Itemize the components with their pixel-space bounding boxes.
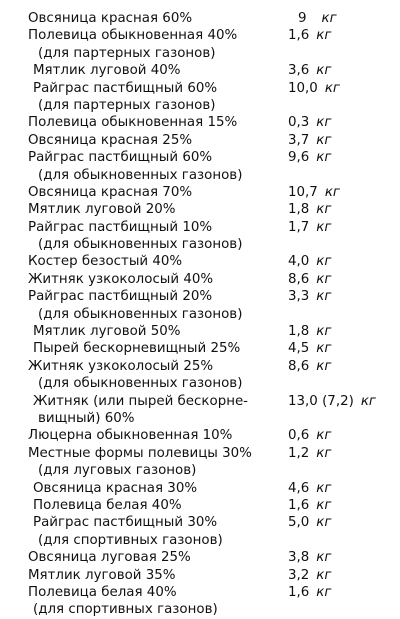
quantity-unit: кг <box>316 358 332 374</box>
list-item <box>0 10 400 27</box>
mixture-component: Мятлик луговой 50% <box>33 324 181 340</box>
quantity-value: 8,6 <box>288 358 310 374</box>
list-item <box>0 288 400 305</box>
quantity-unit: кг <box>316 480 332 496</box>
quantity-unit: кг <box>316 515 332 531</box>
quantity <box>288 358 331 375</box>
quantity <box>288 271 331 288</box>
quantity-value: 1,7 <box>288 219 310 235</box>
list-item <box>0 271 400 288</box>
list-item <box>0 323 400 340</box>
list-item <box>0 27 400 44</box>
list-item <box>0 306 400 323</box>
mixture-component: Райграс пастбищный 20% <box>28 289 213 305</box>
quantity <box>288 201 331 218</box>
quantity <box>288 149 331 166</box>
list-item <box>0 480 400 497</box>
quantity-value: 3,7 <box>288 132 310 148</box>
quantity-value: 4,0 <box>288 254 310 270</box>
list-item <box>0 567 400 584</box>
quantity <box>288 340 331 357</box>
list-item <box>0 410 400 427</box>
mixture-component: Райграс пастбищный 30% <box>33 515 218 531</box>
quantity-unit: кг <box>316 324 332 340</box>
quantity-unit: кг <box>360 393 376 409</box>
lawn-type-note: (для спортивных газонов) <box>33 602 218 618</box>
lawn-type-note: (для луговых газонов) <box>38 463 197 479</box>
quantity-unit: кг <box>316 115 332 131</box>
quantity <box>288 219 331 236</box>
quantity-value: 3,6 <box>288 63 310 79</box>
mixture-component: Овсяница луговая 25% <box>28 550 191 566</box>
list-item <box>0 97 400 114</box>
list-item <box>0 114 400 131</box>
quantity <box>288 323 331 340</box>
list-item <box>0 80 400 97</box>
lawn-type-note: (для партерных газонов) <box>38 45 216 61</box>
quantity-unit: кг <box>316 150 332 166</box>
quantity <box>288 253 331 270</box>
mixture-component: Полевица белая 40% <box>28 584 177 600</box>
mixture-component: Райграс пастбищный 10% <box>28 219 213 235</box>
quantity-unit: кг <box>316 28 332 44</box>
quantity <box>288 184 340 201</box>
quantity-value: 4,5 <box>288 341 310 357</box>
mixture-component: Овсяница красная 25% <box>28 132 193 148</box>
list-item <box>0 62 400 79</box>
quantity <box>288 514 331 531</box>
quantity <box>288 427 331 444</box>
quantity-value: 13,0 (7,2) <box>288 393 354 409</box>
quantity-value: 10,7 <box>288 184 318 200</box>
quantity <box>288 80 340 97</box>
mixture-component: Полевица обыкновенная 40% <box>28 28 238 44</box>
list-item <box>0 601 400 618</box>
quantity-unit: кг <box>316 132 332 148</box>
seed-mixture-list <box>0 10 400 619</box>
quantity-unit: кг <box>316 63 332 79</box>
quantity-unit: кг <box>316 219 332 235</box>
mixture-component: Райграс пастбищный 60% <box>33 80 218 96</box>
quantity <box>288 480 331 497</box>
quantity <box>288 445 331 462</box>
list-item <box>0 132 400 149</box>
quantity <box>288 62 331 79</box>
mixture-component: Люцерна обыкновенная 10% <box>28 428 233 444</box>
quantity-unit: кг <box>316 584 332 600</box>
list-item <box>0 167 400 184</box>
lawn-type-note: (для обыкновенных газонов) <box>38 306 243 322</box>
mixture-component: Костер безостый 40% <box>28 254 183 270</box>
quantity-value: 1,8 <box>288 324 310 340</box>
mixture-component: Мятлик луговой 20% <box>28 202 176 218</box>
quantity <box>288 27 331 44</box>
mixture-component: Овсяница красная 30% <box>33 480 198 496</box>
quantity-unit: кг <box>316 271 332 287</box>
quantity <box>288 567 331 584</box>
quantity <box>288 393 376 410</box>
quantity-unit: кг <box>324 184 340 200</box>
mixture-component: Овсяница красная 60% <box>28 11 193 26</box>
list-item <box>0 549 400 566</box>
list-item <box>0 184 400 201</box>
mixture-component: Полевица обыкновенная 15% <box>28 115 238 131</box>
list-item <box>0 358 400 375</box>
quantity-unit: кг <box>321 11 337 26</box>
lawn-type-note: (для спортивных газонов) <box>38 532 223 548</box>
list-item <box>0 375 400 392</box>
mixture-component: Овсяница красная 70% <box>28 184 193 200</box>
list-item <box>0 201 400 218</box>
list-item <box>0 497 400 514</box>
list-item <box>0 532 400 549</box>
quantity <box>288 288 331 305</box>
quantity-value: 3,3 <box>288 289 310 305</box>
quantity-unit: кг <box>316 428 332 444</box>
list-item <box>0 236 400 253</box>
lawn-type-note: (для обыкновенных газонов) <box>38 376 243 392</box>
quantity-value: 5,0 <box>288 515 310 531</box>
mixture-component: Мятлик луговой 40% <box>33 63 181 79</box>
quantity-unit: кг <box>316 567 332 583</box>
quantity-unit: кг <box>316 341 332 357</box>
lawn-type-note: (для обыкновенных газонов) <box>38 237 243 253</box>
list-item <box>0 149 400 166</box>
quantity-value: 9,6 <box>288 150 310 166</box>
quantity <box>288 497 331 514</box>
mixture-component-continued: вищный) 60% <box>38 410 135 426</box>
quantity-unit: кг <box>316 289 332 305</box>
quantity-value: 4,6 <box>288 480 310 496</box>
quantity <box>288 132 331 149</box>
quantity-value: 9 <box>298 11 307 26</box>
quantity <box>288 549 331 566</box>
quantity-value: 1,6 <box>288 497 310 513</box>
list-item <box>0 514 400 531</box>
quantity-value: 1,6 <box>288 584 310 600</box>
quantity-value: 3,2 <box>288 567 310 583</box>
quantity-value: 1,2 <box>288 445 310 461</box>
list-item <box>0 445 400 462</box>
quantity-unit: кг <box>316 497 332 513</box>
list-item <box>0 45 400 62</box>
quantity-value: 1,8 <box>288 202 310 218</box>
list-item <box>0 584 400 601</box>
lawn-type-note: (для партерных газонов) <box>38 97 216 113</box>
list-item <box>0 253 400 270</box>
quantity-value: 8,6 <box>288 271 310 287</box>
mixture-component: Мятлик луговой 35% <box>28 567 176 583</box>
list-item <box>0 219 400 236</box>
quantity-value: 3,8 <box>288 550 310 566</box>
mixture-component: Пырей бескорневищный 25% <box>33 341 241 357</box>
quantity-value: 0,6 <box>288 428 310 444</box>
quantity-value: 1,6 <box>288 28 310 44</box>
list-item <box>0 340 400 357</box>
list-item <box>0 393 400 410</box>
quantity-unit: кг <box>316 550 332 566</box>
mixture-component: Житняк (или пырей бескорне- <box>33 393 249 409</box>
quantity-value: 0,3 <box>288 115 310 131</box>
quantity-value: 10,0 <box>288 80 318 96</box>
list-item <box>0 462 400 479</box>
mixture-component: Житняк узкоколосый 25% <box>28 358 214 374</box>
quantity-unit: кг <box>316 445 332 461</box>
quantity-unit: кг <box>316 202 332 218</box>
quantity-unit: кг <box>316 254 332 270</box>
lawn-type-note: (для обыкновенных газонов) <box>38 167 243 183</box>
quantity <box>288 10 337 27</box>
mixture-component: Райграс пастбищный 60% <box>28 150 213 166</box>
quantity <box>288 114 331 131</box>
quantity <box>288 584 331 601</box>
mixture-component: Житняк узкоколосый 40% <box>28 271 214 287</box>
list-item <box>0 427 400 444</box>
mixture-component: Местные формы полевицы 30% <box>28 445 252 461</box>
quantity-unit: кг <box>324 80 340 96</box>
mixture-component: Полевица белая 40% <box>33 497 182 513</box>
